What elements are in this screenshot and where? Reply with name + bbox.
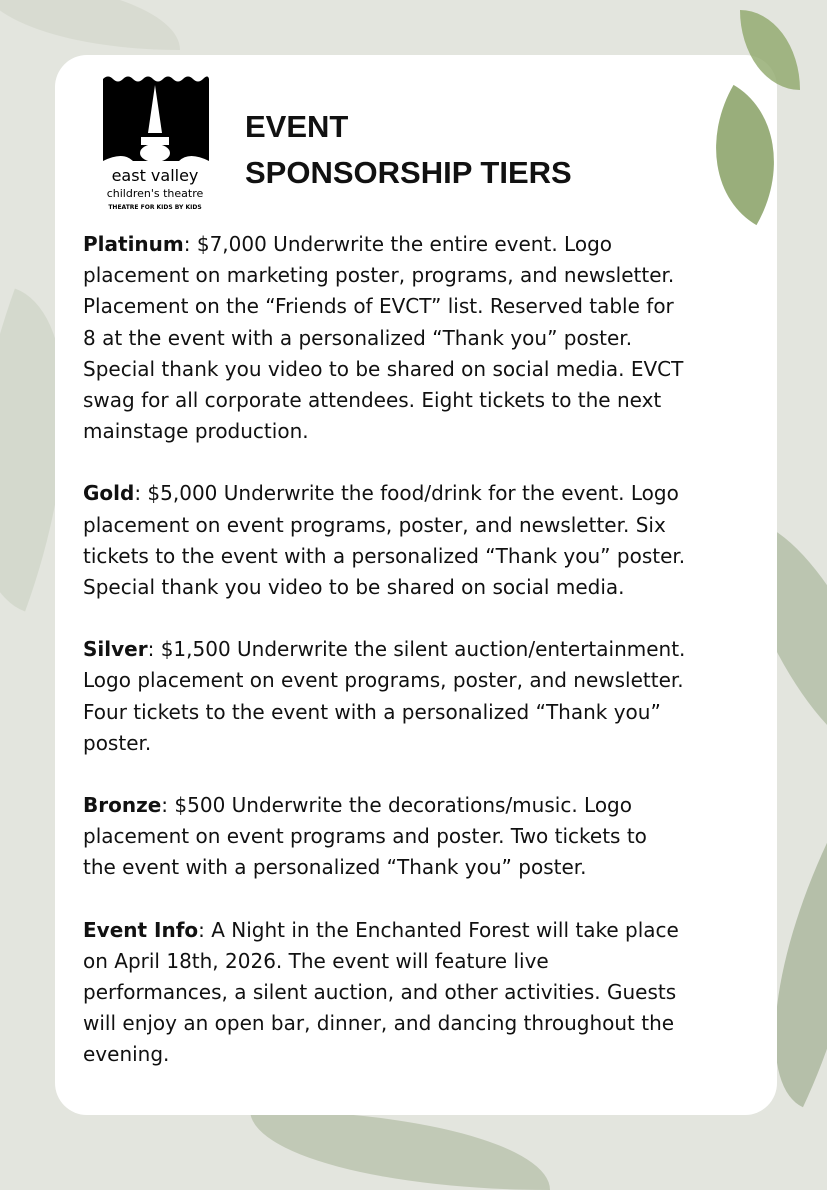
tier-line (83, 478, 685, 509)
tier-label: Bronze (83, 793, 162, 818)
tier-bronze (83, 790, 685, 884)
tier-line (83, 728, 685, 759)
tier-line (83, 915, 685, 946)
tier-text: : $7,000 Underwrite the entire event. Logo (183, 232, 613, 256)
tier-line (83, 790, 685, 821)
tier-label: Platinum (83, 232, 184, 256)
tier-text: Placement on the “Friends of EVCT” list. Reserved table for (83, 294, 674, 319)
tier-list (83, 229, 685, 1102)
tier-text: swag for all corporate attendees. Eight tickets to the next (83, 388, 662, 413)
tier-line (83, 229, 685, 260)
tier-line (83, 1039, 685, 1070)
tier-text: will enjoy an open bar, dinner, and dancing throughout the (83, 1011, 675, 1036)
tier-label: Gold (83, 481, 135, 506)
tier-line (83, 665, 685, 696)
tier-line (83, 291, 685, 322)
tier-line (83, 572, 685, 603)
tier-line (83, 354, 685, 385)
tier-text: : $1,500 Underwrite the silent auction/entertainment. (147, 637, 686, 662)
leaf-decoration (0, 0, 180, 50)
tier-line (83, 541, 685, 572)
tier-line (83, 977, 685, 1008)
tier-label: Event Info (83, 917, 199, 942)
tier-text: tickets to the event with a personalized “Thank you” poster. (83, 543, 686, 568)
tier-line (83, 821, 685, 852)
tier-text: performances, a silent auction, and other activities. Guests (83, 980, 677, 1005)
tier-text: 8 at the event with a personalized “Thank you” poster. (83, 325, 633, 350)
tier-line (83, 260, 685, 291)
logo-tagline: THEATRE FOR KIDS BY KIDS (108, 204, 202, 211)
tier-text: placement on marketing poster, programs, and newsletter. (83, 263, 675, 288)
tier-text: : A Night in the Enchanted Forest will take place (198, 917, 679, 942)
tier-line (83, 634, 685, 665)
tier-text: Logo placement on event programs, poster, and newsletter. (83, 668, 684, 693)
logo-text: children's theatre (106, 187, 204, 200)
tier-line (83, 946, 685, 977)
tier-text: evening. (83, 1042, 170, 1067)
tier-gold (83, 478, 685, 603)
tier-line (83, 510, 685, 541)
tier-line (83, 697, 685, 728)
tier-platinum (83, 229, 685, 447)
title-line: EVENT (245, 109, 349, 144)
tier-label: Silver (83, 637, 148, 662)
tier-line (83, 385, 685, 416)
tier-text: Four tickets to the event with a personalized “Thank you” (83, 699, 661, 724)
logo-text: east valley (111, 166, 199, 185)
tier-event-info (83, 915, 685, 1071)
tier-silver (83, 634, 685, 759)
title-line: SPONSORSHIP TIERS (245, 155, 572, 190)
tier-line (83, 1008, 685, 1039)
leaf-decoration (250, 1110, 550, 1190)
tier-text: Special thank you video to be shared on social media. (83, 575, 625, 600)
tier-line (83, 323, 685, 354)
tier-line (83, 416, 685, 447)
tier-text: Special thank you video to be shared on social media. EVCT (83, 356, 684, 381)
evct-logo (101, 73, 209, 213)
tier-text: : $5,000 Underwrite the food/drink for the event. Logo (134, 481, 679, 506)
tier-line (83, 852, 685, 883)
tier-text: on April 18th, 2026. The event will feature live (83, 948, 549, 973)
page-title (245, 104, 572, 196)
tier-text: : $500 Underwrite the decorations/music. Logo (161, 793, 632, 818)
tier-text: the event with a personalized “Thank you” poster. (83, 855, 587, 880)
tier-text: poster. (83, 730, 152, 755)
tier-text: mainstage production. (83, 419, 309, 444)
tier-text: placement on event programs and poster. Two tickets to (83, 824, 647, 849)
tier-text: placement on event programs, poster, and newsletter. Six (83, 512, 666, 537)
